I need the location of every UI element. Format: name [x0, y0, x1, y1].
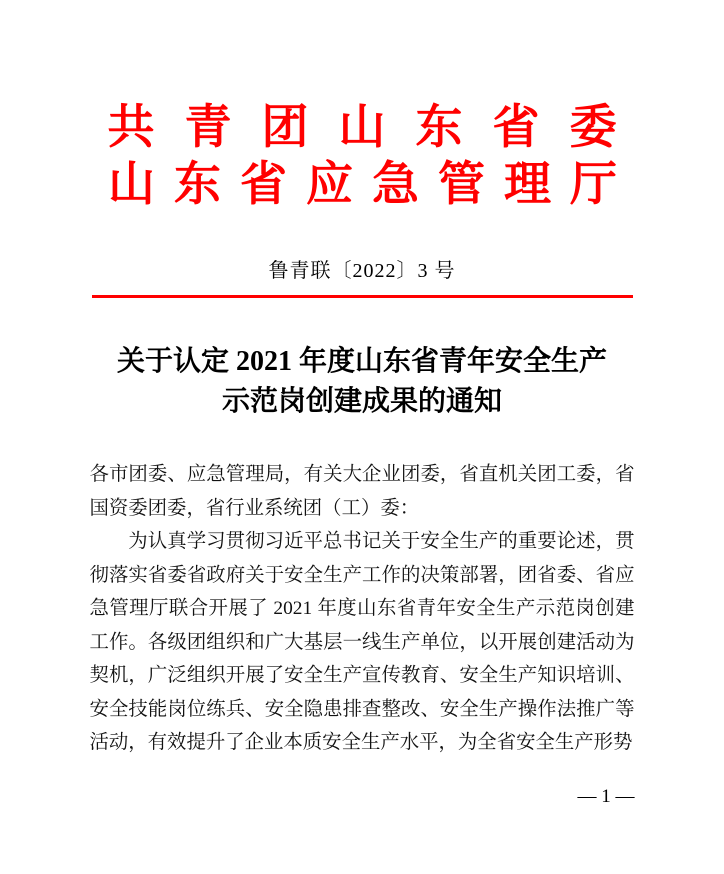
letterhead [0, 0, 724, 214]
page-number: — 1 — [577, 785, 635, 807]
document-title [0, 342, 724, 422]
salutation-line: 各市团委、应急管理局，有关大企业团委，省直机关团工委，省国资委团委，省行业系统团（工）委： [89, 464, 635, 519]
document-title-line-2: 示范岗创建成果的通知 [221, 386, 502, 417]
document-body [90, 458, 635, 760]
document-title-line-1: 关于认定 2021 年度山东省青年安全生产 [116, 346, 607, 377]
document-number: 鲁青联〔2022〕3 号 [268, 260, 456, 282]
issuing-org-line-1: 共青团山东省委 [107, 102, 647, 154]
red-divider-rule [92, 295, 633, 298]
issuing-org-line-2: 山东省应急管理厅 [108, 159, 636, 211]
body-paragraph: 为认真学习贯彻习近平总书记关于安全生产的重要论述，贯彻落实省委省政府关于安全生产工作的决策部署，团省委、省应急管理厅联合开展了 2021 年度山东省青年安全生产示范岗创建工作。各级团组织和广大基层一线生产单位，以开展创建活动为契机，广泛组织开展了安全生产宣传教育、安全生产知识培训、安全技能岗位练兵、安全隐患排查整改、安全生产操作法推广等活动，有效提升了企业本质安全生产水平，为全省安全生产形势 [89, 531, 635, 753]
